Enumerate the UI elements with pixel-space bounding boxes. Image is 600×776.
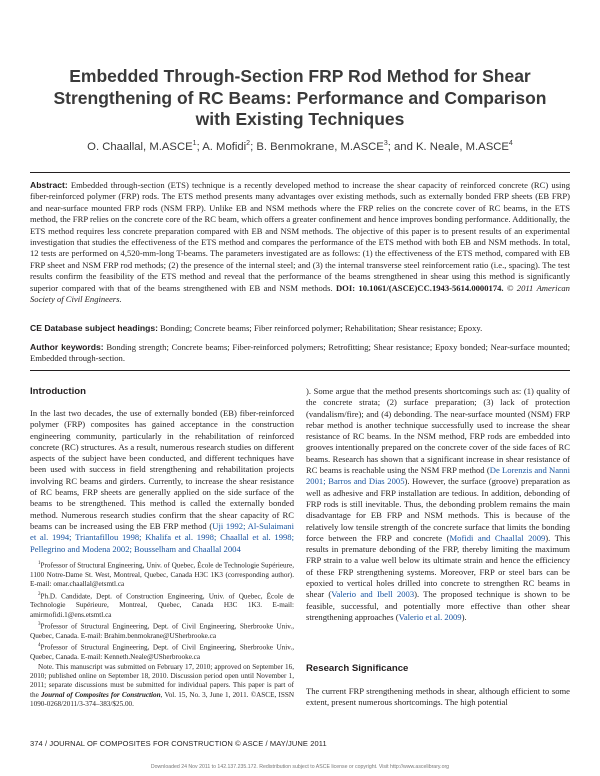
author-separator: ; — [250, 140, 257, 153]
footnote — [30, 620, 294, 641]
intro-text: ). — [461, 611, 467, 622]
citation-link[interactable]: De Lorenzis and Nanni 2001; Barros and Dias 2005 — [306, 465, 570, 487]
ce-headings-label: CE Database subject headings: — [30, 323, 158, 333]
intro-text: ). However, the surface (groove) preparation as well as adhesive and FRP installation are tedious. In addition, debonding of FRP rods is still inevitable. Thus, the debonding problem remains the main disadvantage for EB FRP and NSM methods. This is because of the relatively low tensile strength of the concrete surface that limits the bonding force between the FRP and concrete ( — [306, 476, 570, 543]
footnotes — [30, 559, 294, 710]
author-list — [30, 140, 570, 153]
abstract-divider — [30, 370, 570, 371]
introduction-heading: Introduction — [30, 386, 86, 397]
research-significance-heading: Research Significance — [306, 663, 409, 674]
citation-link[interactable]: Uji 1992; Al-Sulaimani et al. 1994; Triantafillou 1998; Khalifa et al. 1998; Chaallal et al. 1998; Pellegrino and Modena 2002; Bousselham and Chaallal 2004 — [30, 520, 294, 554]
intro-text: In the last two decades, the use of externally bonded (EB) fiber-reinforced polymer (FRP) composites has gained acceptance in the construction engineering community, particularly in the rehabilitation of reinforced concrete (RC) structures. As a result, numerous research studies on different aspects of the subject have been conducted, and different techniques have been used with success in field strengthening and rehabilitation projects involving RC beams and girders. Currently, to increase the shear resistance of RC beams, FRP sheets are generally applied on the side surface of the beams to be strengthened. This method is called the externally bonded method. Numerous research studies confirm that the shear capacity of RC beams can be increased using the EB FRP method ( — [30, 408, 294, 531]
author-separator: ; and — [387, 140, 416, 153]
citation-link[interactable]: Valerio and Ibell 2003 — [331, 589, 415, 600]
footnote-mark: 4 — [38, 643, 41, 649]
keywords-label: Author keywords: — [30, 342, 104, 352]
paper-title: Embedded Through-Section FRP Rod Method for Shear Strengthening of RC Beams: Performance and Comparison with Existing Techniques — [53, 66, 547, 129]
note-text: Note. This manuscript was submitted on February 17, 2010; approved on September 16, 2010; published online on September 18, 2010. Discussion period open until November 1, 2011; separate discussions must be submitted for individual papers. This paper is part of the — [30, 662, 294, 699]
author-affiliation-mark: 3 — [383, 140, 388, 147]
author: O. Chaallal, M.ASCE — [87, 140, 193, 153]
footnote-text: Professor of Structural Engineering, Dept. of Civil Engineering, Sherbrooke Univ., Quebec, Canada. E-mail: Kenneth.Neale@USherbrooke.ca — [30, 643, 294, 662]
ce-subject-headings — [30, 323, 570, 334]
abstract-text: Embedded through-section (ETS) technique is a recently developed method to increase the shear capacity of reinforced concrete (RC) using fiber-reinforced polymer (FRP) rods. The ETS method presents many advantages over existing methods, such as externally bonded FRP sheets (EB FRP) and near-surface mounted FRP rods (NSM FRP). Unlike EB and NSM methods where the FRP relies on the concrete cover of RC beams, in the ETS method, the FRP relies on the concrete core of the RC beam, which offers a greater confinement and hence improves bonding performance. Additionally, the ETS method requires less concrete preparation compared with EB and NSM methods. The objective of this paper is to present results of an experimental investigation that studies the effectiveness of the ETS method and compares the performance of the ETS method with both EB and NSM methods. In total, 12 tests are performed on 4,520-mm-long T-beams. The parameters investigated are as follows: (1) the effectiveness of the ETS method, compared with EB FRP sheet and NSM FRP rod methods; (2) the presence of the internal steel; and (3) the internal transverse steel reinforcement ratio (i.e., spacing). The test results confirm the feasibility of the ETS method and reveal that the performance of the beams strengthened in shear using this method is significantly superior compared with that of the beams strengthened with EB and NSM methods. — [30, 180, 571, 293]
download-notice: Downloaded 24 Nov 2011 to 142.137.235.172. Redistribution subject to ASCE license or copyright. Visit http://www.ascelibrary.org — [150, 764, 450, 770]
doi-link[interactable]: DOI: 10.1061/(ASCE)CC.1943-5614.0000174. — [335, 282, 504, 293]
intro-continued — [306, 386, 570, 623]
copyright: © 2011 American Society of Civil Engineers. — [30, 282, 570, 305]
intro-right-column — [306, 386, 570, 622]
author: B. Benmokrane, M.ASCE — [256, 140, 384, 153]
note-text: , Vol. 15, No. 3, June 1, 2011. ©ASCE, ISSN 1090-0268/2011/3-374–383/$25.00. — [30, 690, 295, 709]
intro-text: ). This results in premature debonding of the FRP, thereby limiting the maximum FRP strain to a value well below its ultimate strain and hence the efficiency of these FRP strengthening systems. Moreover, FRP or steel bars can be epoxied to vertical holes drilled into concrete to strengthen RC beams in shear ( — [306, 532, 570, 600]
author-affiliation-mark: 2 — [246, 140, 251, 147]
footnote-mark: 2 — [38, 591, 41, 597]
ce-headings-text: Bonding; Concrete beams; Fiber reinforced polymer; Rehabilitation; Shear resistance; Epoxy. — [160, 323, 483, 333]
intro-text: ). The proposed technique is shown to be feasible, successful, and potentially more effective than other shear strengthening approaches ( — [306, 589, 570, 622]
journal-name: Journal of Composites for Construction — [40, 690, 161, 699]
citation-link[interactable]: Valerio et al. 2009 — [398, 611, 462, 622]
manuscript-note — [30, 663, 294, 710]
footnote-text: Professor of Structural Engineering, Dept. of Civil Engineering, Sherbrooke Univ., Quebec, Canada. E-mail: Brahim.benmokrane@USherbrooke.ca — [30, 622, 294, 641]
footnote — [30, 641, 294, 662]
research-significance-text: The current FRP strengthening methods in shear, although efficient to some extent, present numerous shortcomings. The high potential — [306, 686, 570, 708]
author-affiliation-mark: 1 — [192, 140, 197, 147]
page-footer: 374 / JOURNAL OF COMPOSITES FOR CONSTRUCTION © ASCE / MAY/JUNE 2011 — [30, 739, 327, 748]
footnote-mark: 1 — [38, 561, 41, 566]
intro-paragraph — [30, 408, 294, 555]
intro-text: ). Some argue that the method presents shortcomings such as: (1) quality of the concrete strata; (2) surface preparation; (3) lack of protection (vandalism/fire); and (4) debonding. The near-surface mounted (NSM) FRP rebar method is another technique successfully used to increase the shear resistance of RC beams. In the NSM method, FRP rods are embedded into grooves intentionally prepared on the concrete cover of the side faces of RC beams. Research has shown that a significant increase in shear resistance of RC beams is reachable using the NSM FRP method ( — [306, 386, 570, 476]
footnote-text: Professor of Structural Engineering, Univ. of Quebec, École de Technologie Supérieure, 1100 Notre-Dame St. West, Montreal, Quebec, Canada H3C 1K3 (corresponding author). E-mail: omar.chaallal@etsmtl.ca — [30, 561, 294, 589]
citation-link[interactable]: Mofidi and Chaallal 2009 — [449, 532, 546, 543]
author-affiliation-mark: 4 — [508, 140, 513, 147]
author: A. Mofidi — [202, 140, 247, 153]
footnote-mark: 3 — [38, 622, 41, 628]
footnote — [30, 559, 294, 590]
footnote — [30, 590, 294, 621]
abstract — [30, 180, 570, 305]
author-keywords — [30, 342, 570, 365]
footnote-text: Ph.D. Candidate, Dept. of Construction Engineering, Univ. of Quebec, École de Technologie Supérieure, Montreal, Quebec, Canada H3C 1K3. E-mail: amirmofidi.1@ens.etsmtl.ca — [30, 592, 294, 619]
keywords-text: Bonding strength; Concrete beams; Fiber-reinforced polymers; Retrofitting; Shear resistance; Epoxy bonded; Near-surface mounted; Embedded through-section. — [30, 342, 570, 364]
author: K. Neale, M.ASCE — [416, 140, 509, 153]
abstract-label: Abstract: — [30, 180, 68, 190]
author-separator: ; — [196, 140, 203, 153]
intro-left-column — [30, 408, 294, 554]
top-divider — [30, 172, 570, 173]
